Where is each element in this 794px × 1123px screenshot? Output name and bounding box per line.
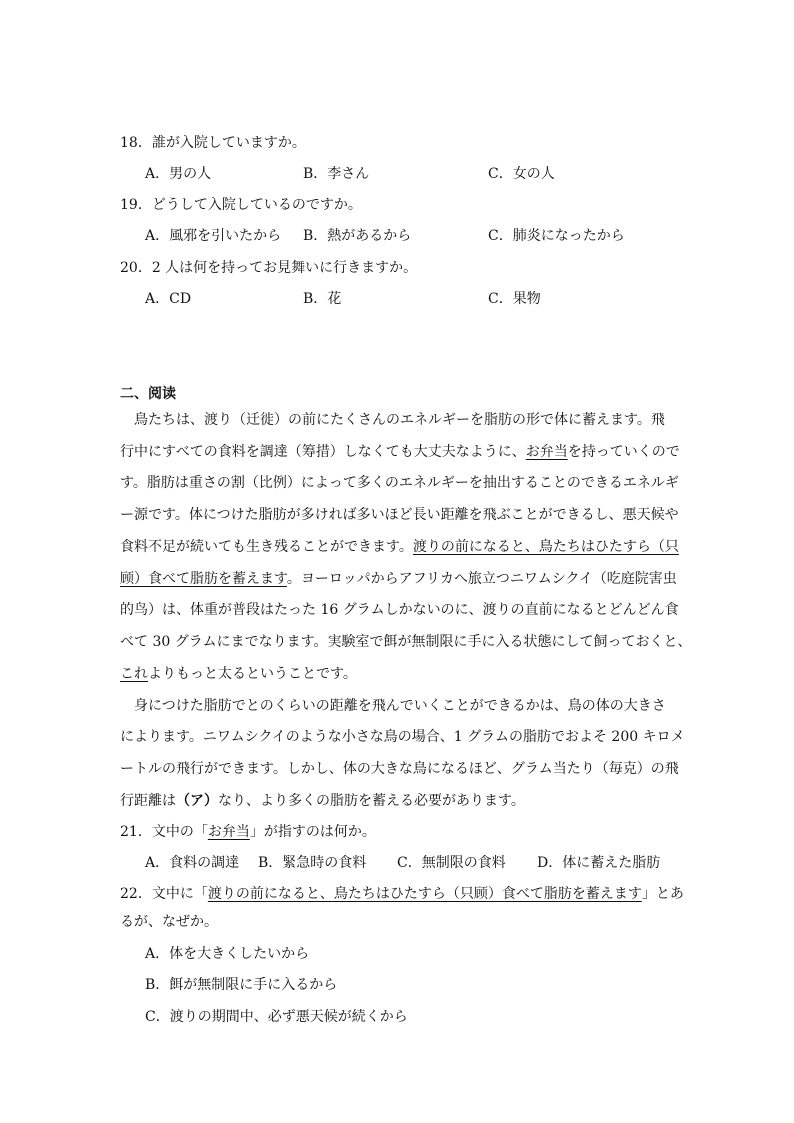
passage-text: 食料不足が続いても生き残ることができます。	[120, 539, 413, 555]
question-20-option-c[interactable]: C．果物	[488, 291, 541, 307]
underlined-sentence: 渡りの前になると、鳥たちはひたすら（只	[412, 539, 679, 555]
passage-text: 行距離は	[120, 793, 176, 809]
question-22-option-b[interactable]: B．餌が無制限に手に入るから	[145, 977, 338, 993]
stem-underlined: 渡りの前になると、鳥たちはひたすら（只顾）食べて脂肪を蓄えます	[207, 886, 642, 902]
passage-line: ー源です。体につけた脂肪が多ければ多いほど長い距離を飛ぶことができるし、悪天候や	[120, 507, 679, 523]
passage-line	[120, 569, 676, 589]
passage-line: す。脂肪は重さの割（比例）によって多くのエネルギーを抽出することのできるエネルギ	[120, 475, 679, 491]
stem-underlined: お弁当	[207, 824, 250, 840]
passage-line	[120, 664, 676, 684]
underlined-kore: これ	[120, 666, 148, 682]
question-19-option-b[interactable]: B．熱があるから	[303, 228, 412, 244]
passage-line	[120, 442, 680, 462]
section-heading-reading: 二、阅读	[120, 386, 176, 402]
passage-text: 行中にすべての食料を調達（筹措）しなくても大丈夫なように、	[120, 444, 526, 460]
stem-text: 」が指すのは何か。	[249, 824, 376, 840]
question-21-stem	[120, 822, 376, 842]
passage-text: を持っていくので	[567, 444, 680, 460]
question-21-option-d[interactable]: D．体に蓄えた脂肪	[537, 855, 661, 871]
question-18-stem: 18．誰が入院していますか。	[120, 135, 306, 151]
question-21-option-a[interactable]: A．食料の調達	[145, 855, 240, 871]
passage-line: 身につけた脂肪でとのくらいの距離を飛んでいくことができるかは、鳥の体の大きさ	[120, 698, 666, 714]
question-22-option-a[interactable]: A．体を大きくしたいから	[145, 946, 310, 962]
passage-line	[120, 537, 679, 557]
passage-line: ートルの飛行ができます。しかし、体の大きな鳥になるほど、グラム当たり（毎克）の飛	[120, 761, 679, 777]
stem-text: 21．文中の「	[120, 824, 208, 840]
question-20-stem: 20．2 人は何を持ってお見舞いに行きますか。	[120, 260, 418, 276]
blank-a: （ア）	[176, 793, 218, 809]
question-18-option-c[interactable]: C．女の人	[488, 166, 555, 182]
question-21-option-b[interactable]: B．緊急時の食料	[258, 855, 367, 871]
passage-line: 的鸟）は、体重が普段はたった 16 グラムしかないのに、渡りの直前になるとどんどん食	[120, 602, 679, 618]
passage-line	[120, 791, 676, 811]
question-18-option-a[interactable]: A．男の人	[145, 166, 212, 182]
passage-line: によります。ニワムシクイのような小さな鳥の場合、1 グラムの脂肪でおよそ 200 キロメ	[120, 729, 685, 745]
underlined-sentence: 顾）食べて脂肪を蓄えます	[120, 571, 287, 587]
question-19-option-c[interactable]: C．肺炎になったから	[488, 228, 625, 244]
underlined-obento: お弁当	[525, 444, 568, 460]
passage-text: よりもっと太るということです。	[148, 666, 357, 682]
question-19-option-a[interactable]: A．風邪を引いたから	[145, 228, 282, 244]
question-22-stem	[120, 884, 684, 904]
question-22-stem-continued: るが、なぜか。	[120, 914, 218, 930]
passage-line: べて 30 グラムにまでなります。実験室で餌が無制限に手に入る状態にして飼っておくと、	[120, 634, 692, 650]
question-20-option-a[interactable]: A．CD	[145, 291, 192, 307]
question-22-option-c[interactable]: C．渡りの期間中、必ず悪天候が続くから	[145, 1009, 408, 1025]
question-19-stem: 19．どうして入院しているのですか。	[120, 197, 362, 213]
stem-text: 」とあ	[641, 886, 684, 902]
passage-line: 鳥たちは、渡り（迁徙）の前にたくさんのエネルギーを脂肪の形で体に蓄えます。飛	[120, 412, 665, 428]
question-21-option-c[interactable]: C．無制限の食料	[397, 855, 506, 871]
question-20-option-b[interactable]: B．花	[303, 291, 342, 307]
passage-text: 。ヨーロッパからアフリカへ旅立つニワムシクイ（吃庭院害虫	[286, 571, 677, 587]
passage-text: なり、より多くの脂肪を蓄える必要があります。	[218, 793, 525, 809]
question-18-option-b[interactable]: B．李さん	[303, 166, 370, 182]
stem-text: 22．文中に「	[120, 886, 208, 902]
